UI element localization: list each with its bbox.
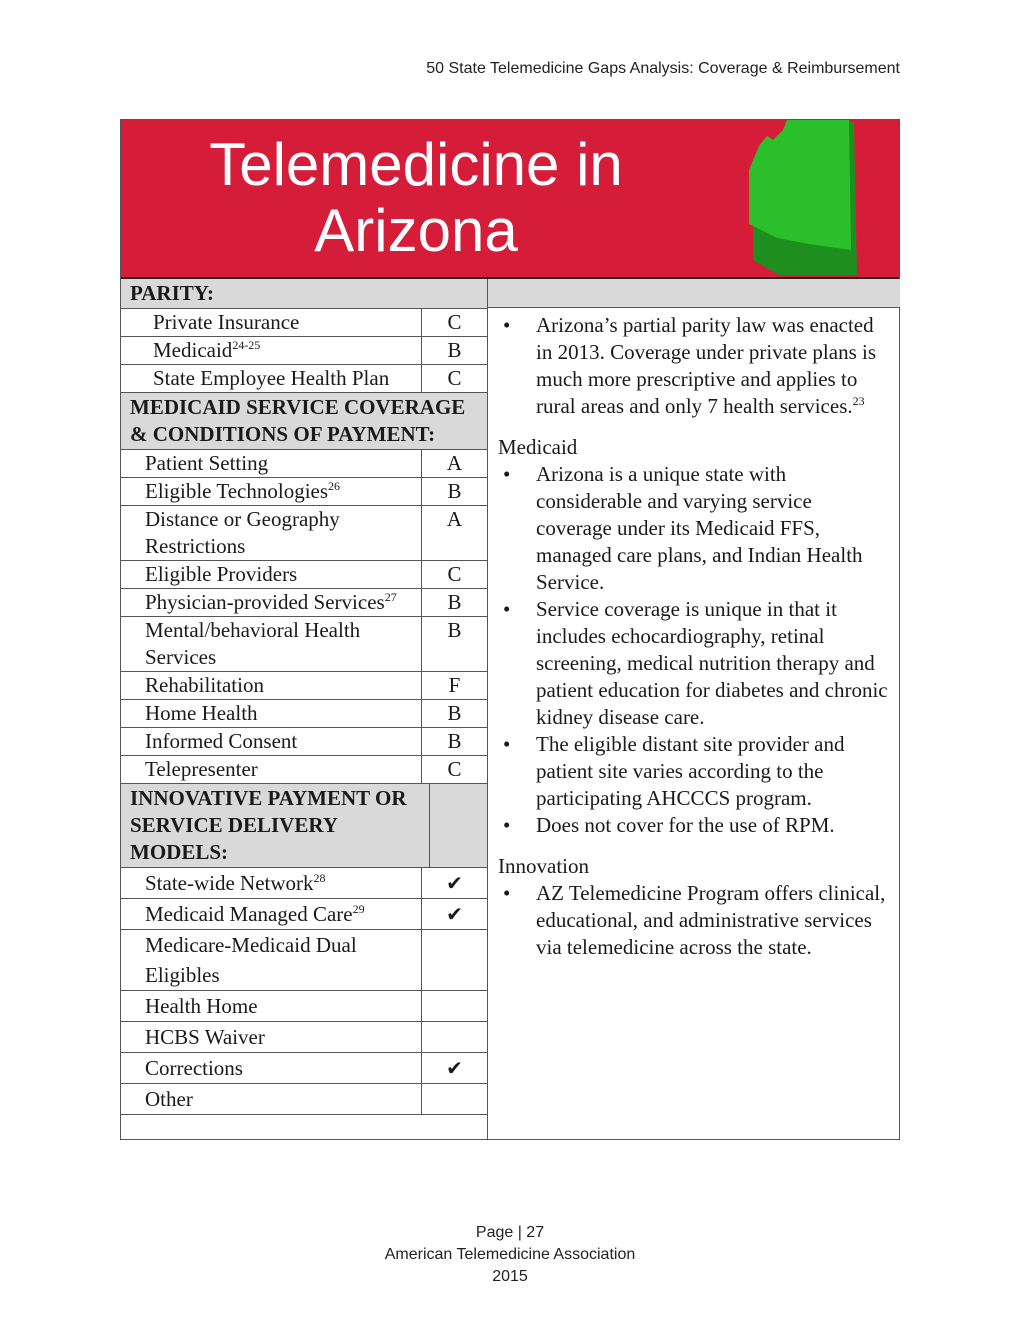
innovative-row: [121, 868, 487, 899]
bullet-item: • AZ Telemedicine Program offers clinical, educational, and administrative services via telemedicine across the state.: [498, 880, 888, 961]
state-profile-card: [120, 119, 900, 1140]
parity-bullet: • Arizona’s partial parity law was enacted in 2013. Coverage under private plans is much more prescriptive and applies to rural areas and only 7 health services.$^{23}$: [498, 312, 888, 420]
medicaid-row-label: Mental/behavioral Health Services: [121, 617, 422, 671]
innovative-row: [121, 1053, 487, 1084]
medicaid-row-label: Distance or Geography Restrictions: [121, 506, 422, 560]
bullet-item: • Arizona is a unique state with considerable and varying service coverage under its Medicaid FFS, managed care plans, and Indian Health Service.: [498, 461, 888, 596]
medicaid-row: [121, 478, 487, 506]
footer-organization: American Telemedicine Association: [384, 1246, 636, 1263]
parity-row: [121, 309, 487, 337]
medicaid-row: [121, 589, 487, 617]
medicaid-row-grade: A: [446, 451, 463, 475]
parity-row-grade: C: [447, 310, 462, 334]
medicaid-row-label: Rehabilitation: [121, 672, 422, 699]
page-number: Page | 27: [475, 1224, 545, 1241]
medicaid-row-label: Eligible Providers: [121, 561, 422, 588]
checkmark-icon: ✔: [446, 1056, 463, 1080]
arizona-map-icon: [749, 120, 861, 275]
innovative-row: [121, 1022, 487, 1053]
medicaid-row-label: Home Health: [121, 700, 422, 727]
parity-row-label: Private Insurance: [121, 309, 422, 336]
summary-column: [487, 279, 900, 1139]
medicaid-row: [121, 728, 487, 756]
bullet-item: • The eligible distant site provider and patient site varies according to the participating AHCCCS program.: [498, 731, 888, 812]
parity-row: [121, 365, 487, 393]
innovative-row: [121, 899, 487, 930]
running-header: 50 State Telemedicine Gaps Analysis: Coverage & Reimbursement: [426, 60, 900, 77]
innovative-row-label: Health Home: [121, 991, 422, 1021]
banner-title-line1: Telemedicine in: [209, 131, 623, 198]
medicaid-row-grade: C: [447, 757, 462, 781]
checkmark-icon: ✔: [446, 871, 463, 895]
medicaid-row-label: Physician-provided Services$^{27}$: [121, 589, 422, 616]
medicaid-row: [121, 756, 487, 784]
medicaid-row-grade: C: [447, 562, 462, 586]
medicaid-row-grade: B: [447, 590, 462, 614]
bullet-item: • Service coverage is unique in that it includes echocardiography, retinal screening, medical nutrition therapy and patient education for diabetes and chronic kidney disease care.: [498, 596, 888, 731]
innovative-row: [121, 1084, 487, 1115]
checkmark-icon: ✔: [446, 902, 463, 926]
parity-row-grade: C: [447, 366, 462, 390]
innovative-row-label: Medicaid Managed Care$^{29}$: [121, 899, 422, 929]
medicaid-row-grade: F: [448, 673, 461, 697]
medicaid-row-label: Patient Setting: [121, 450, 422, 477]
innovative-row-label: Corrections: [121, 1053, 422, 1083]
innovative-row-label: State-wide Network$^{28}$: [121, 868, 422, 898]
medicaid-row-grade: A: [446, 507, 463, 531]
checkmark-icon: [422, 991, 487, 1021]
parity-row-label: Medicaid$^{24-25}$: [121, 337, 422, 364]
medicaid-row-label: Informed Consent: [121, 728, 422, 755]
checkmark-icon: [422, 1022, 487, 1052]
parity-row-grade: B: [447, 338, 462, 362]
innovation-subheading: Innovation: [498, 854, 589, 878]
checkmark-icon: [422, 1084, 487, 1114]
medicaid-row: [121, 617, 487, 672]
title-banner: [121, 120, 899, 277]
medicaid-row-grade: B: [447, 479, 462, 503]
innovative-row-label: HCBS Waiver: [121, 1022, 422, 1052]
innovative-heading-row: [121, 784, 487, 868]
footer-year: 2015: [492, 1268, 528, 1285]
grades-table: [121, 279, 487, 1115]
innovative-row: [121, 991, 487, 1022]
medicaid-row-label: Telepresenter: [121, 756, 422, 783]
medicaid-row-grade: B: [447, 729, 462, 753]
bullet-item: • Does not cover for the use of RPM.: [498, 812, 888, 839]
innovative-row-label: Medicare-Medicaid Dual Eligibles: [121, 930, 422, 990]
parity-heading: PARITY:: [121, 279, 487, 309]
medicaid-row-grade: B: [447, 618, 462, 642]
medicaid-row: [121, 672, 487, 700]
parity-row: [121, 337, 487, 365]
medicaid-row-grade: B: [447, 701, 462, 725]
summary-header-band: [488, 279, 900, 308]
summary-body: [488, 308, 900, 961]
medicaid-subheading: Medicaid: [498, 435, 578, 459]
medicaid-row: [121, 561, 487, 589]
banner-title: [121, 132, 711, 264]
innovative-row: [121, 930, 487, 991]
parity-row-label: State Employee Health Plan: [121, 365, 422, 392]
medicaid-row-label: Eligible Technologies$^{26}$: [121, 478, 422, 505]
innovative-heading: INNOVATIVE PAYMENT OR SERVICE DELIVERY MODELS:: [121, 784, 430, 867]
innovative-row-label: Other: [121, 1084, 422, 1114]
checkmark-icon: [422, 930, 487, 990]
medicaid-row: [121, 700, 487, 728]
medicaid-heading: MEDICAID SERVICE COVERAGE & CONDITIONS OF PAYMENT:: [121, 393, 487, 450]
medicaid-row: [121, 450, 487, 478]
banner-title-line2: Arizona: [314, 197, 518, 264]
medicaid-row: [121, 506, 487, 561]
